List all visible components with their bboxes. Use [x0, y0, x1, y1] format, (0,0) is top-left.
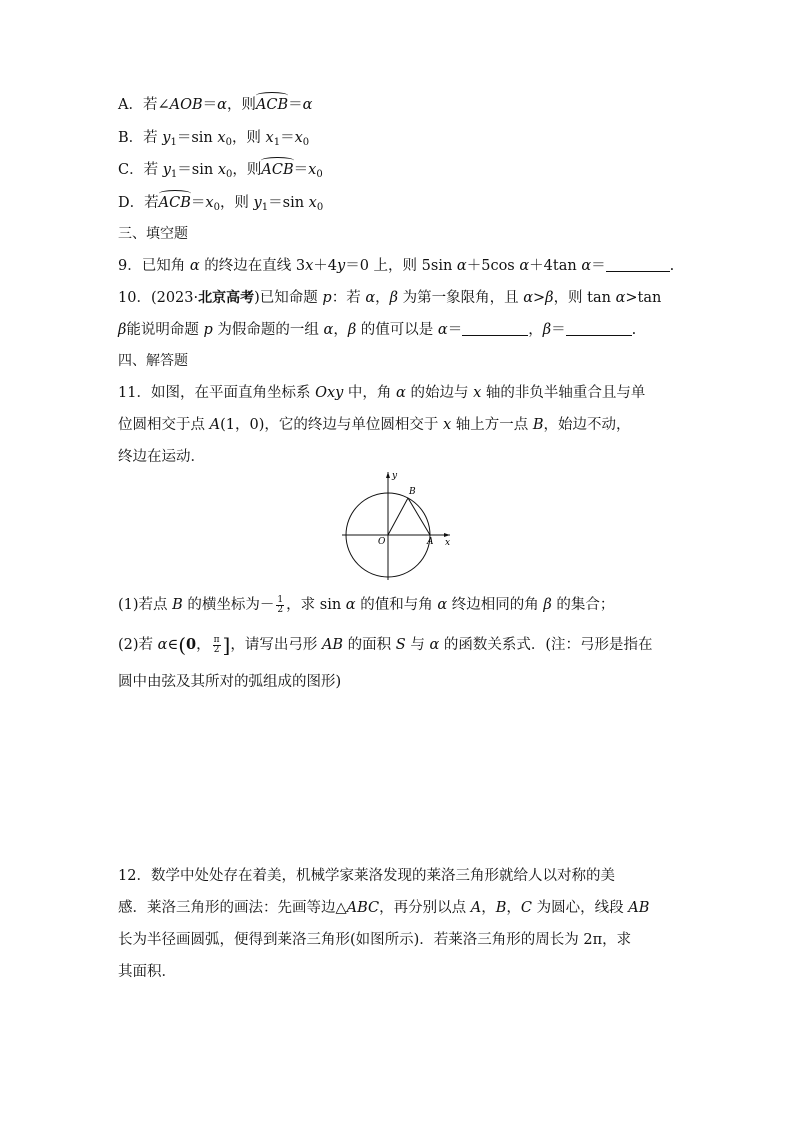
source-tag: 北京高考 — [198, 290, 255, 306]
label-b: B — [409, 487, 416, 497]
section-heading-solutions: 四、解答题 — [118, 353, 188, 369]
answer-blank-alpha[interactable] — [462, 321, 528, 336]
question-12-line-1: 12．数学中处处存在着美，机械学家莱洛发现的莱洛三角形就给人以对称的美 — [118, 868, 615, 884]
question-11-part-2-line-2: 圆中由弦及其所对的弧组成的图形) — [118, 674, 342, 690]
question-12-line-4: 其面积． — [118, 964, 176, 980]
question-11-line-1: 11．如图，在平面直角坐标系 Oxy 中，角 α 的始边与 x 轴的非负半轴重合且与单 — [118, 385, 646, 401]
x-axis-arrow-icon — [444, 533, 450, 537]
answer-blank-beta[interactable] — [566, 321, 632, 336]
question-11-line-2: 位圆相交于点 A(1，0)，它的终边与单位圆相交于 x 轴上方一点 B，始边不动， — [118, 417, 631, 433]
y-axis-arrow-icon — [386, 472, 390, 478]
option-c: C．若 $y_1=\sin$ $x_0$，则$ACB=x_0$ — [118, 162, 323, 180]
option-d: D．若$ACB=x_0$，则 $y_1=\sin$ $x_0$ — [118, 195, 324, 213]
question-12-line-2: 感．莱洛三角形的画法：先画等边△ABC，再分别以点 A，B，C 为圆心，线段 AB — [118, 900, 650, 916]
option-b: B．若 $y_1=\sin$ $x_0$，则 $x_1=x_0$ — [118, 130, 310, 148]
question-9: 9．已知角 α 的终边在直线 3x＋4y＝0 上，则 5sin α＋5cos α＋4tan α＝ . — [118, 258, 675, 274]
question-10-line-1: 10．(2023·北京高考)已知命题 p：若 α，β 为第一象限角，且 α>β，则 tan α>tan — [118, 290, 662, 306]
answer-blank[interactable] — [606, 257, 670, 272]
label-o: O — [378, 537, 386, 547]
question-11-part-2: (2)若 α∈(0， $\frac{\pi}{2}$ ]，请写出弓形 AB 的面积 S 与 α 的函数关系式．(注：弓形是指在 — [118, 633, 653, 657]
label-y: y — [392, 471, 398, 481]
arc-acb: ACB — [255, 97, 289, 113]
label-x: x — [445, 538, 451, 548]
unit-circle-figure — [338, 466, 458, 586]
section-heading-fill-in: 三、填空题 — [118, 226, 188, 242]
arc-acb: ACB — [158, 195, 191, 211]
question-10-line-2: β能说明命题 p 为假命题的一组 α，β 的值可以是 α＝ ，β＝ . — [118, 322, 637, 338]
option-a: A．若∠AOB＝α，则ACB＝α — [118, 97, 313, 113]
fraction-one-half: $\frac{1}{2}$ — [277, 594, 284, 615]
label-a: A — [427, 537, 434, 547]
terminal-side-ob — [388, 498, 408, 535]
question-11-part-1: (1)若点 B 的横坐标为－ $\frac{1}{2}$ ，求 sin α 的值和与角 α 终边相同的角 β 的集合； — [118, 594, 615, 615]
fraction-pi-over-2: $\frac{\pi}{2}$ — [213, 634, 220, 655]
question-12-line-3: 长为半径画圆弧，便得到莱洛三角形(如图所示)．若莱洛三角形的周长为 2π，求 — [118, 932, 632, 948]
chord-ab — [408, 498, 430, 535]
arc-acb: ACB — [261, 162, 294, 178]
question-11-line-3: 终边在运动． — [118, 449, 205, 465]
